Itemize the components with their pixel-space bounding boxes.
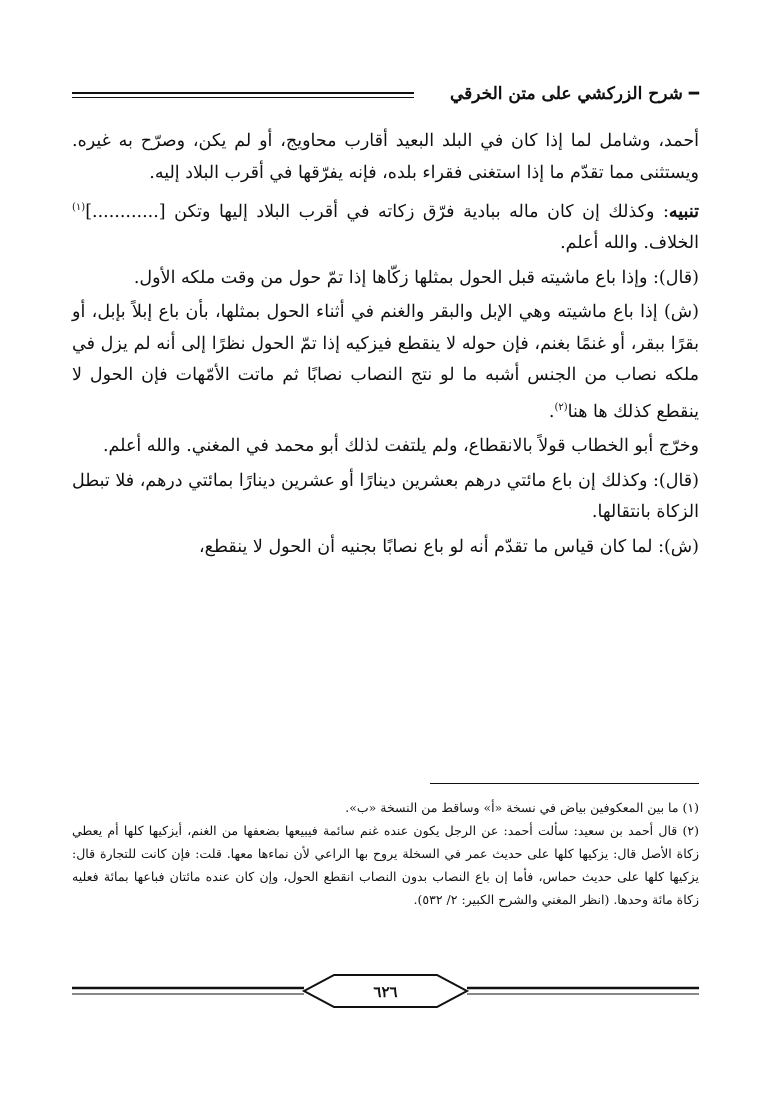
running-header xyxy=(72,84,699,114)
footnote: (٢) قال أحمد بن سعيد: سألت أحمد: عن الرجل يكون عنده غنم سائمة فيبيعها بضعفها من الغنم، أيزكيها كلها أم يعطي زكاة الأصل قال: يزكيها كلها على حديث عمر في السخلة يروح بها الراعي لأن نماءها معها. قلت: فإن كانت للتجارة قال: يزكيها كلها على حديث حماس، فأما إن باع النصاب بدون النصاب انقطع الحول، وإن كان عنده مائتان فباعها بمائة فعليه زكاة مائة وحدها. (انظر المغني والشرح الكبير: ٢/ ٥٣٢). xyxy=(72,823,699,907)
footnote-reference[interactable]: (٢) xyxy=(554,401,568,413)
paragraph xyxy=(72,431,699,463)
page-footer xyxy=(72,970,699,1020)
header-rule-thin xyxy=(72,97,414,98)
paragraph xyxy=(72,126,699,189)
header-dash-icon: ━ xyxy=(688,84,699,104)
paragraph-text: (قال): وكذلك إن باع مائتي درهم بعشرين دينارًا أو عشرين دينارًا بمائتي درهم، فلا تبطل الزكاة بانتقالها. xyxy=(72,470,699,523)
paragraph xyxy=(72,263,699,295)
footnotes xyxy=(72,796,699,911)
paragraph-text: (ش) إذا باع ماشيته وهي الإبل والبقر والغنم في أثناء الحول بمثلها، بأن باع إبلاً بإبل، أو بقرًا ببقر، أو غنمًا بغنم، فإن حوله لا ينقطع فيزكيه إذا تمّ الحول نظرًا إلى أنه لم يزل في ملكه نصاب من الجنس أشبه ما لو نتج النصاب نصابًا ثم ماتت الأمّهات فإن الحول لا ينقطع كذلك ها هنا xyxy=(72,302,699,422)
paragraph-text: وخرّج أبو الخطاب قولاً بالانقطاع، ولم يلتفت لذلك أبو محمد في المغني. والله أعلم. xyxy=(102,436,699,457)
note-heading: تنبيه xyxy=(668,201,699,222)
paragraph xyxy=(72,192,699,260)
running-title xyxy=(450,84,699,104)
page-number: ٦٢٦ xyxy=(373,983,398,1001)
paragraph xyxy=(72,532,699,564)
paragraph-text: أحمد، وشامل لما إذا كان في البلد البعيد أقارب محاويج، أو لم يكن، وصرّح به غيره. ويستثنى مما تقدّم ما إذا استغنى فقراء بلده، فإنه يفرّقها في أقرب البلاد إليه. xyxy=(72,131,699,183)
paragraph-text: الخلاف. والله أعلم. xyxy=(560,233,699,254)
running-title-text: شرح الزركشي على متن الخرقي xyxy=(449,84,683,104)
paragraph-text: (ش): لما كان قياس ما تقدّم أنه لو باع نصابًا بجنيه أن الحول لا ينقطع، xyxy=(199,536,699,557)
header-rule-thick xyxy=(72,92,414,94)
paragraph-text: . xyxy=(548,401,555,422)
paragraph-text: (قال): وإذا باع ماشيته قبل الحول بمثلها زكّاها إذا تمّ حول من وقت ملكه الأول. xyxy=(133,267,699,288)
footnote-separator xyxy=(430,783,699,784)
main-text xyxy=(72,126,699,566)
footnote-reference[interactable]: (١) xyxy=(72,202,86,213)
paragraph-text: : وكذلك إن كان ماله ببادية فرّق زكاته في أقرب البلاد إليها وتكن [............] xyxy=(85,201,669,222)
footnote: (١) ما بين المعكوفين بياض في نسخة «أ» وساقط من النسخة «ب». xyxy=(345,800,699,815)
paragraph xyxy=(72,466,699,529)
paragraph xyxy=(72,297,699,428)
